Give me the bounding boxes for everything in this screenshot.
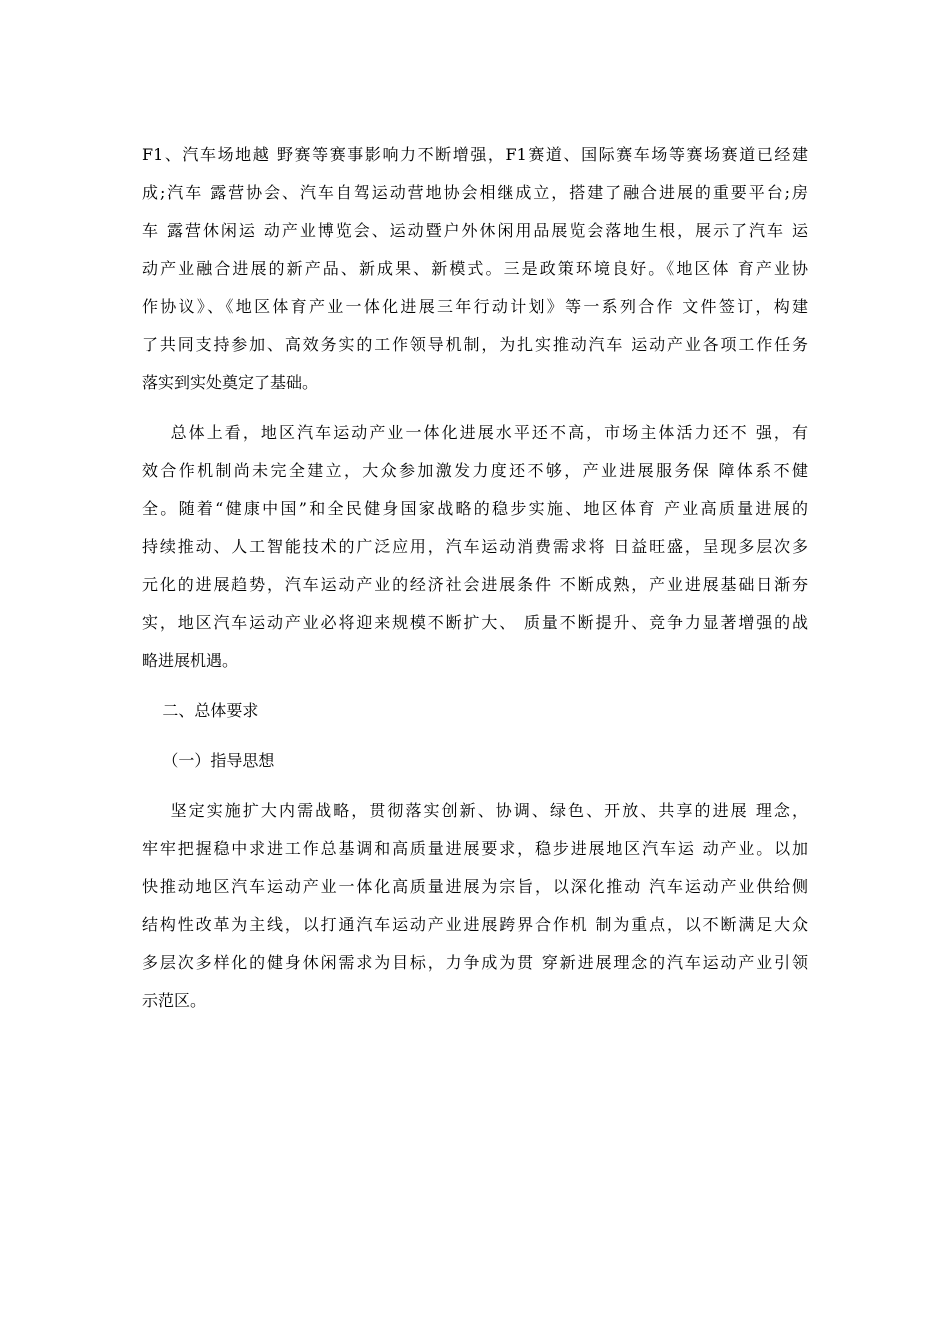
paragraph-1 (142, 136, 808, 402)
text-line: 效合作机制尚未完全建立，大众参加激发力度还不够，产业进展服务保 障体系不健 (142, 461, 808, 480)
paragraph-3 (142, 792, 808, 1020)
paragraph-2 (142, 414, 808, 680)
text-line: 成;汽车 露营协会、汽车自驾运动营地协会相继成立，搭建了融合进展的重要平台;房 (142, 183, 808, 202)
text-line: 结构性改革为主线，以打通汽车运动产业进展跨界合作机 制为重点，以不断满足大众 (142, 915, 808, 934)
text-line: 了共同支持参加、高效务实的工作领导机制，为扎实推动汽车 运动产业各项工作任务 (142, 335, 808, 354)
text-line: 持续推动、人工智能技术的广泛应用，汽车运动消费需求将 日益旺盛，呈现多层次多 (142, 537, 808, 556)
text-line: 快推动地区汽车运动产业一体化高质量进展为宗旨，以深化推动 汽车运动产业供给侧 (142, 877, 808, 896)
section-heading (142, 692, 808, 730)
text-line: 元化的进展趋势，汽车运动产业的经济社会进展条件 不断成熟，产业进展基础日渐夯 (142, 575, 808, 594)
text-line: 实，地区汽车运动产业必将迎来规模不断扩大、 质量不断提升、竞争力显著增强的战 (142, 613, 808, 632)
text-line: 落实到实处奠定了基础。 (142, 373, 319, 392)
text-line: F1、汽车场地越 野赛等赛事影响力不断增强，F1赛道、国际赛车场等赛场赛道已经建 (142, 145, 808, 164)
paragraph-gap (142, 680, 808, 692)
paragraph-gap (142, 780, 808, 792)
text-line: 略进展机遇。 (142, 651, 239, 670)
paragraph-gap (142, 730, 808, 742)
text-line: 作协议》、《地区体育产业一体化进展三年行动计划》等一系列合作 文件签订，构建 (142, 297, 808, 316)
subheading-text: （一）指导思想 (142, 751, 275, 770)
text-line: 坚定实施扩大内需战略，贯彻落实创新、协调、绿色、开放、共享的进展 理念， (142, 801, 808, 820)
text-line: 全。随着“健康中国”和全民健身国家战略的稳步实施、地区体育 产业高质量进展的 (142, 499, 808, 518)
text-line: 多层次多样化的健身休闲需求为目标，力争成为贯 穿新进展理念的汽车运动产业引领 (142, 953, 808, 972)
subsection-heading (142, 742, 808, 780)
paragraph-gap (142, 402, 808, 414)
text-line: 牢牢把握稳中求进工作总基调和高质量进展要求，稳步进展地区汽车运 动产业。以加 (142, 839, 808, 858)
text-line: 车 露营休闲运 动产业博览会、运动暨户外休闲用品展览会落地生根，展示了汽车 运 (142, 221, 808, 240)
document-body (142, 136, 808, 1020)
text-line: 动产业融合进展的新产品、新成果、新模式。三是政策环境良好。《地区体 育产业协 (142, 259, 808, 278)
text-line: 示范区。 (142, 991, 207, 1010)
text-line: 总体上看，地区汽车运动产业一体化进展水平还不高，市场主体活力还不 强，有 (142, 423, 808, 442)
heading-text: 二、总体要求 (142, 701, 259, 720)
